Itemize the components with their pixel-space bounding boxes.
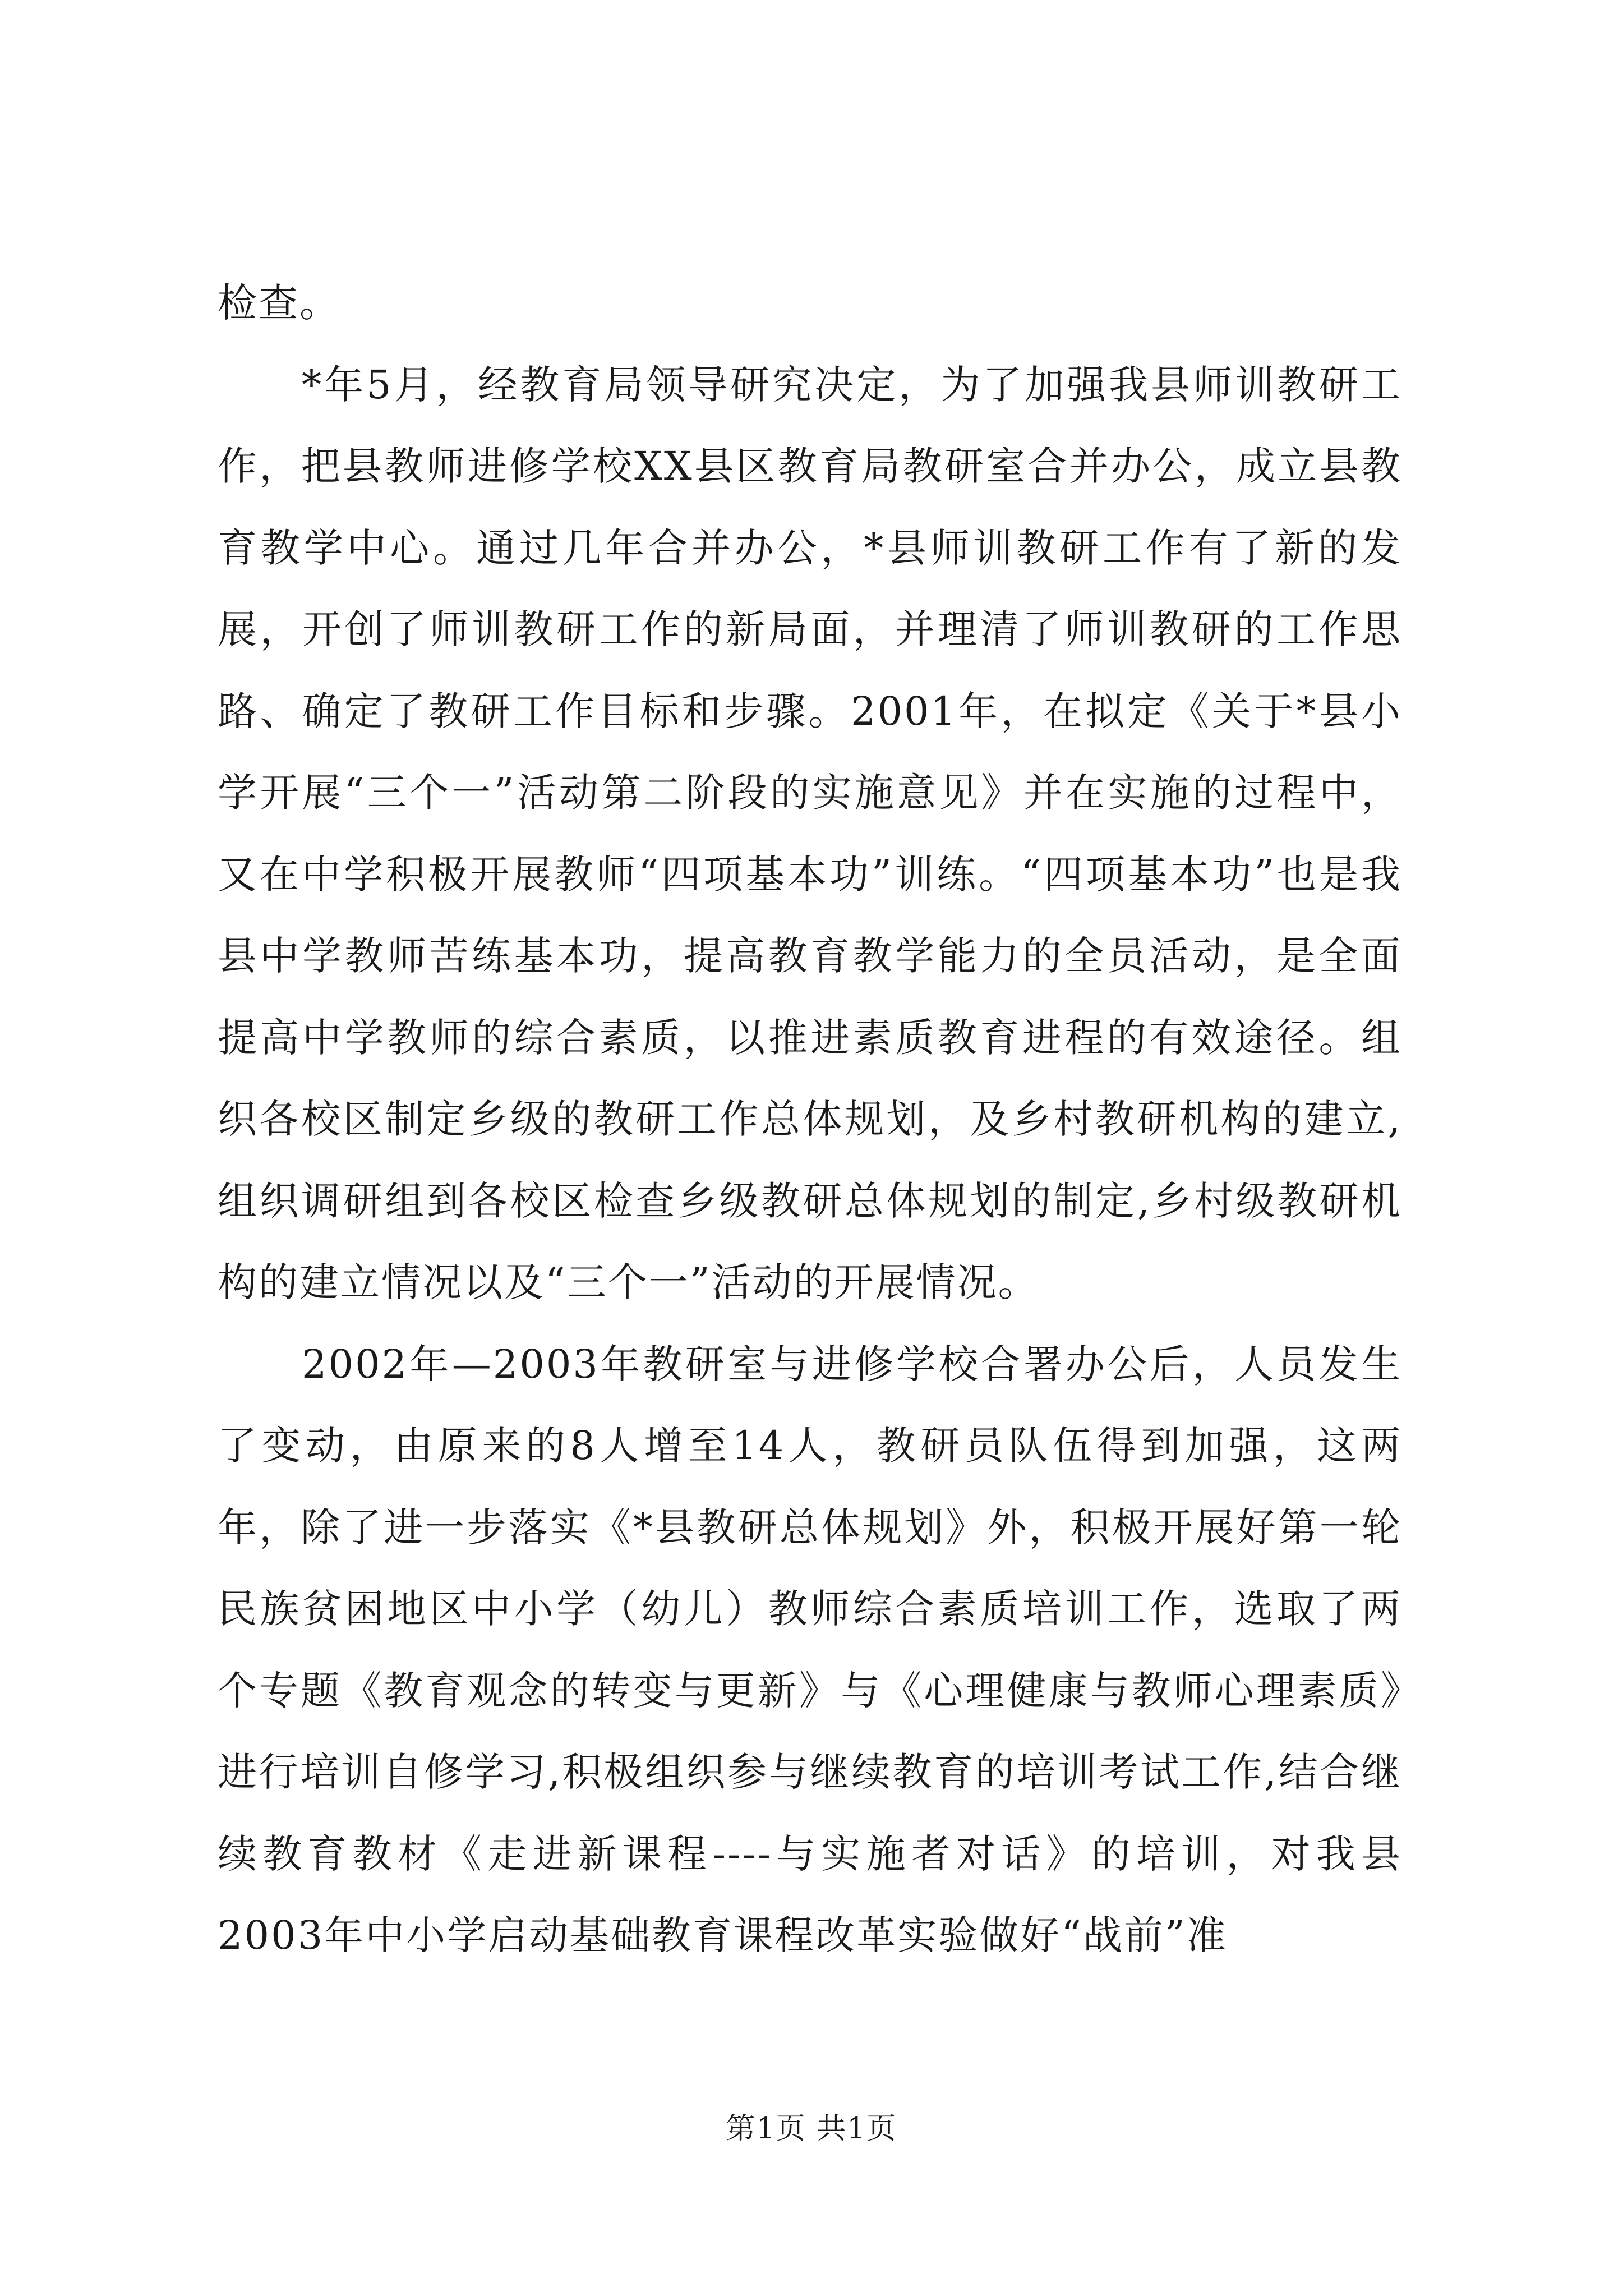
page-footer: 第1页 共1页 — [726, 2112, 897, 2146]
paragraph-1: 检查。 — [218, 280, 340, 326]
paragraph-2: *年5月，经教育局领导研究决定，为了加强我县师训教研工作，把县教师进修学校XX县区教育局教研室合并办公，成立县教育教学中心。通过几年合并办公，*县师训教研工作有了新的发展，开创了师训教研工作的新局面，并理清了师训教研的工作思路、确定了教研工作目标和步骤。2001年，在拟定《关于*县小学开展“三个一”活动第二阶段的实施意见》并在实施的过程中，又在中学积极开展教师“四项基本功”训练。“四项基本功”也是我县中学教师苦练基本功，提高教育教学能力的全员活动，是全面提高中学教师的综合素质，以推进素质教育进程的有效途径。组织各校区制定乡级的教研工作总体规划，及乡村教研机构的建立,组织调研组到各校区检查乡级教研总体规划的制定,乡村级教研机构的建立情况以及“三个一”活动的开展情况。 — [218, 361, 1402, 1305]
paragraph-3: 2002年—2003年教研室与进修学校合署办公后，人员发生了变动，由原来的8人增至14人，教研员队伍得到加强，这两年，除了进一步落实《*县教研总体规划》外，积极开展好第一轮民族贫困地区中小学（幼儿）教师综合素质培训工作，选取了两个专题《教育观念的转变与更新》与《心理健康与教师心理素质》进行培训自修学习,积极组织参与继续教育的培训考试工作,结合继续教育教材《走进新课程----与实施者对话》的培训，对我县2003年中小学启动基础教育课程改革实验做好“战前”准 — [218, 1341, 1402, 1958]
document-body — [218, 263, 1402, 1977]
